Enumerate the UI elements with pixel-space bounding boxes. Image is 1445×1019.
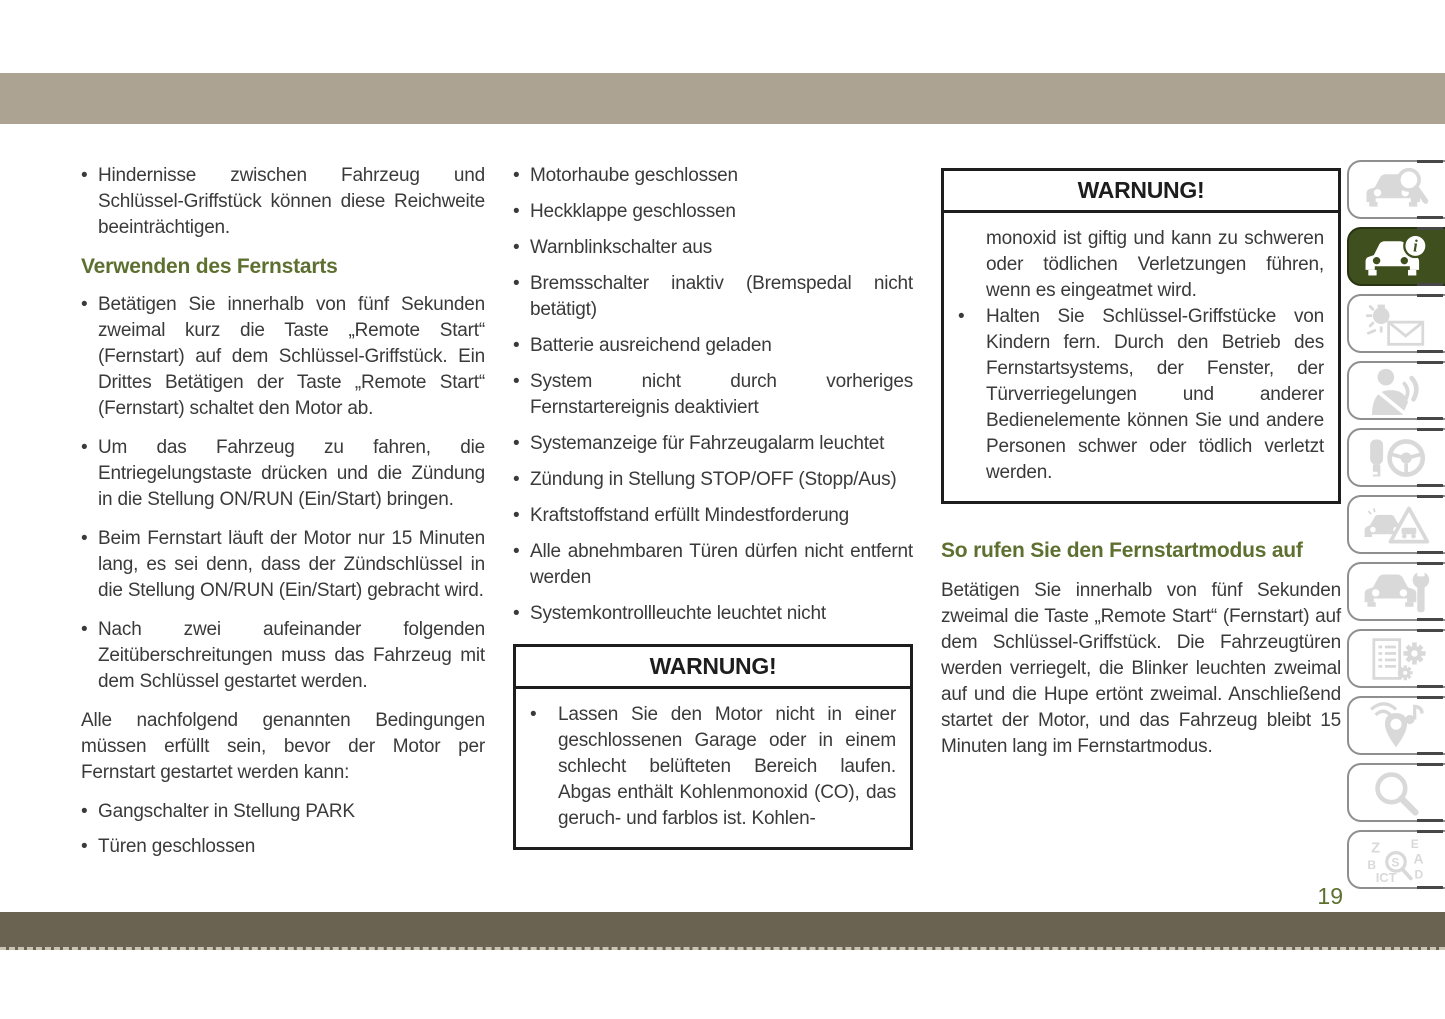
sidebar-tab-index[interactable]	[1347, 830, 1445, 889]
sidebar-tab-vehicle-overview[interactable]	[1347, 160, 1445, 219]
bullet-dot	[81, 617, 98, 695]
list-item	[513, 539, 913, 591]
bullet-dot	[513, 333, 530, 359]
bullet-dot	[954, 304, 986, 486]
bullet-text: Motorhaube geschlossen	[530, 165, 738, 186]
bullet-dot	[81, 834, 98, 860]
list-item	[81, 617, 485, 695]
bullet-dot	[81, 799, 98, 825]
bullet-text: Bremsschalter inaktiv (Bremspedal nicht betätigt)	[530, 273, 913, 320]
list-item	[513, 467, 913, 493]
bullet-dot	[513, 431, 530, 457]
bullet-dot	[513, 199, 530, 225]
bullet-dot	[526, 702, 558, 832]
svg-text:Z: Z	[1371, 840, 1381, 857]
list-item	[513, 503, 913, 529]
page-number: 19	[1317, 883, 1343, 909]
middle-column	[513, 163, 913, 850]
list-gears-icon	[1357, 635, 1435, 683]
bullet-dot	[513, 539, 530, 591]
bullet-dot	[81, 526, 98, 604]
bullet-list	[81, 292, 485, 695]
bullet-text: Halten Sie Schlüssel-Griffstücke von Kindern fern. Durch den Betrieb des Fernstartsystems, der Fenster, der Türverriegelungen und anderer Bedienelemente können Sie und andere Personen schwer oder tödlich verletzt werden.	[986, 306, 1324, 483]
list-item	[513, 601, 913, 627]
warning-body	[944, 213, 1338, 501]
bottom-band	[0, 912, 1445, 950]
svg-text:i: i	[1413, 235, 1418, 255]
list-item	[526, 702, 896, 832]
left-column	[81, 163, 485, 869]
pin-multimedia-icon	[1357, 702, 1435, 750]
bullet-text: Batterie ausreichend geladen	[530, 335, 772, 356]
car-wrench-icon	[1357, 568, 1435, 616]
bullet-text: Nach zwei aufeinander folgenden Zeitüberschreitungen muss das Fahrzeug mit dem Schlüssel gestartet werden.	[98, 619, 485, 692]
magnifier-icon	[1357, 769, 1435, 817]
bullet-list	[513, 163, 913, 627]
sidebar-tab-occupant-safety[interactable]	[1347, 361, 1445, 420]
car-info-icon	[1357, 233, 1435, 281]
bulb-envelope-icon	[1357, 300, 1435, 348]
list-item	[81, 526, 485, 604]
bullet-text: Warnblinkschalter aus	[530, 237, 713, 258]
sidebar-tab-technical-data[interactable]	[1347, 629, 1445, 688]
bullet-text: Türen geschlossen	[98, 836, 256, 857]
bullet-text: Zündung in Stellung STOP/OFF (Stopp/Aus)	[530, 469, 897, 490]
car-magnifier-icon	[1357, 166, 1435, 214]
svg-text:B: B	[1367, 857, 1377, 872]
svg-text:ICT: ICT	[1375, 869, 1397, 884]
list-item	[513, 431, 913, 457]
warning-title: WARNUNG!	[516, 647, 910, 689]
bullet-text: Systemkontrollleuchte leuchtet nicht	[530, 603, 826, 624]
sidebar-tab-vehicle-info[interactable]	[1347, 227, 1445, 286]
bullet-dot	[513, 601, 530, 627]
bullet-dot	[513, 369, 530, 421]
key-steering-icon	[1357, 434, 1435, 482]
svg-text:D: D	[1414, 866, 1424, 881]
bullet-dot	[513, 467, 530, 493]
list-item	[81, 834, 485, 860]
sidebar-tab-emergency[interactable]	[1347, 495, 1445, 554]
sidebar-tab-lights-messages[interactable]	[1347, 294, 1445, 353]
top-band	[0, 73, 1445, 124]
bullet-text: Hindernisse zwischen Fahrzeug und Schlüssel-Griffstück können diese Reichweite beeinträchtigen.	[98, 165, 485, 238]
svg-text:E: E	[1410, 836, 1419, 851]
right-column	[941, 160, 1341, 773]
bullet-dot	[513, 271, 530, 323]
paragraph: Alle nachfolgend genannten Bedingungen müssen erfüllt sein, bevor der Motor per Fernstart gestartet werden kann:	[81, 710, 485, 783]
list-item	[81, 435, 485, 513]
car-warning-triangle-icon	[1357, 501, 1435, 549]
svg-text:S: S	[1391, 854, 1400, 869]
list-item	[81, 799, 485, 825]
bullet-text: Lassen Sie den Motor nicht in einer geschlossenen Garage oder in einem schlecht belüfteten Bereich laufen. Abgas enthält Kohlenmonoxid (CO), das geruch- und farblos ist. Kohlen-	[558, 704, 896, 829]
bullet-text: Heckklappe geschlossen	[530, 201, 736, 222]
list-item	[513, 163, 913, 189]
bullet-dot	[513, 235, 530, 261]
list-item	[513, 369, 913, 421]
sidebar-tab-search[interactable]	[1347, 763, 1445, 822]
list-item	[81, 292, 485, 422]
warning-title: WARNUNG!	[944, 171, 1338, 213]
list-item	[954, 304, 1324, 486]
bullet-dot	[81, 292, 98, 422]
bullet-text: Um das Fahrzeug zu fahren, die Entriegelungstaste drücken und die Zündung in die Stellung ON/RUN (Ein/Start) bringen.	[98, 437, 485, 510]
bullet-text: Kraftstoffstand erfüllt Mindestforderung	[530, 505, 850, 526]
sidebar-tab-starting-operating[interactable]	[1347, 428, 1445, 487]
list-item	[81, 163, 485, 241]
chapter-tab-strip	[1347, 160, 1445, 897]
bullet-dot	[513, 163, 530, 189]
list-item	[513, 333, 913, 359]
svg-text:A: A	[1413, 850, 1424, 867]
list-item	[513, 235, 913, 261]
paragraph: Betätigen Sie innerhalb von fünf Sekunden zweimal die Taste „Remote Start“ (Fernstart) auf dem Schlüssel-Griffstück. Die Fahrzeugtüren werden verriegelt, die Blinker leuchten zweimal auf und die Hupe ertönt zweimal. Anschließend startet der Motor, und das Fahrzeug bleibt 15 Minuten lang im Fernstartmodus.	[941, 580, 1341, 757]
bullet-text: Betätigen Sie innerhalb von fünf Sekunden zweimal kurz die Taste „Remote Start“ (Fernstart) auf dem Schlüssel-Griffstück. Ein Drittes Betätigen der Taste „Remote Start“ (Fernstart) schaltet den Motor ab.	[98, 294, 485, 419]
warning-body	[516, 689, 910, 847]
warning-box	[941, 168, 1341, 504]
sidebar-tab-service-maintenance[interactable]	[1347, 562, 1445, 621]
person-seatbelt-icon	[1357, 367, 1435, 415]
section-heading: Verwenden des Fernstarts	[81, 255, 338, 278]
bullet-text: Beim Fernstart läuft der Motor nur 15 Minuten lang, es sei denn, dass der Zündschlüssel in die Stellung ON/RUN (Ein/Start) gebracht wird.	[98, 528, 485, 601]
bullet-text: System nicht durch vorheriges Fernstartereignis deaktiviert	[530, 371, 913, 418]
warning-box	[513, 644, 913, 850]
list-item	[513, 199, 913, 225]
sidebar-tab-multimedia[interactable]	[1347, 696, 1445, 755]
bullet-text: Gangschalter in Stellung PARK	[98, 801, 355, 822]
warning-continuation-text: monoxid ist giftig und kann zu schweren oder tödlichen Verletzungen führen, wenn es eingeatmet wird.	[986, 228, 1324, 301]
bullet-dot	[513, 503, 530, 529]
bullet-text: Systemanzeige für Fahrzeugalarm leuchtet	[530, 433, 885, 454]
bullet-dot	[81, 435, 98, 513]
bullet-dot	[81, 163, 98, 241]
bullet-list	[81, 799, 485, 860]
bullet-text: Alle abnehmbaren Türen dürfen nicht entfernt werden	[530, 541, 913, 588]
index-letters-icon	[1357, 836, 1435, 884]
section-heading: So rufen Sie den Fernstartmodus auf	[941, 539, 1303, 562]
list-item	[513, 271, 913, 323]
